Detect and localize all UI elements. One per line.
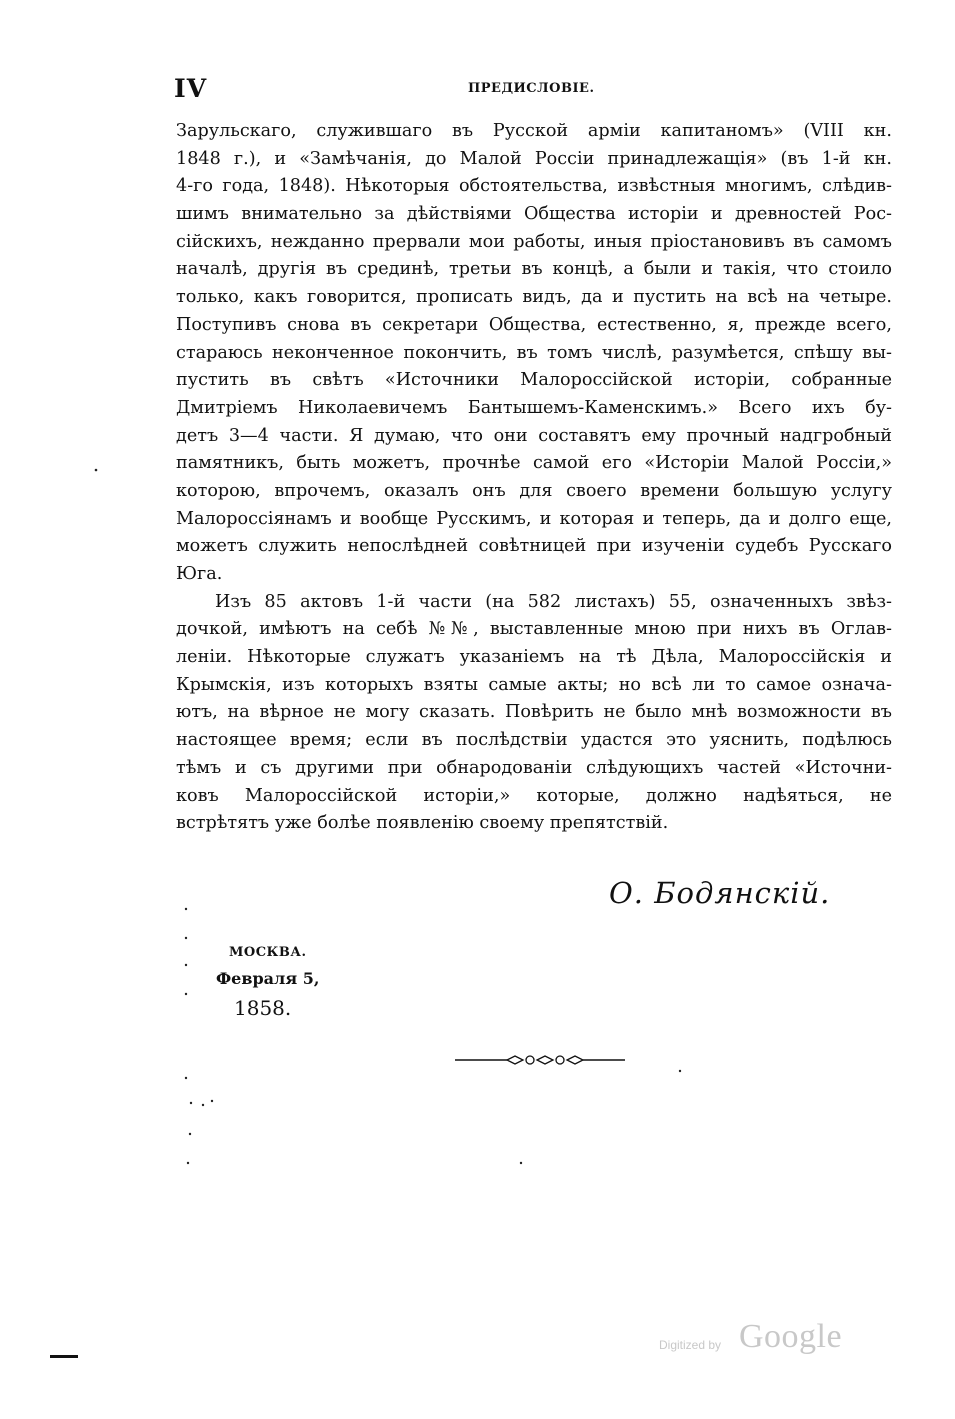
digitized-watermark [659, 1320, 859, 1360]
watermark-prefix: Digitized by [659, 1338, 722, 1352]
running-head: ПРЕДИСЛОВІЕ. [468, 81, 595, 96]
text-line: пустить въ свѣтъ «Источники Малороссійской исторіи, собранные [176, 370, 892, 391]
text-line: которою, впрочемъ, оказалъ онъ для своего времени большую услугу [176, 480, 892, 501]
text-line: Крымскія, изъ которыхъ взяты самые акты; но всѣ ли то самое означа- [176, 674, 892, 695]
margin-mark [50, 1355, 78, 1358]
text-line: памятникъ, быть можетъ, прочнѣе самой его «Исторіи Малой Россіи,» [176, 453, 892, 474]
dateline-place: МОСКВА. [229, 945, 307, 960]
watermark-brand: Google [739, 1318, 843, 1355]
text-line: Юга. [176, 564, 223, 584]
text-line: Зарульскаго, служившаго въ Русской арміи капитаномъ» (VIII кн. [176, 121, 892, 141]
text-line: началѣ, другія въ срединѣ, третьи въ концѣ, а были и такія, что стоило [176, 259, 892, 280]
text-line: только, какъ говорится, прописать видъ, да и пустить на всѣ на четыре. [176, 287, 892, 308]
text-line: стараюсь неконченное покончить, въ томъ числѣ, разумѣется, спѣшу вы- [176, 342, 892, 363]
text-line: Малороссіянамъ и вообще Русскимъ, и которая и теперь, да и долго еще, [176, 508, 892, 529]
text-line: ковъ Малороссійской исторіи,» которые, должно надѣяться, не [176, 785, 892, 806]
text-line: 4-го года, 1848). Нѣкоторыя обстоятельства, извѣстныя многимъ, слѣдив- [176, 176, 892, 197]
text-line: дочкой, имѣютъ на себѣ №№, выставленные мною при нихъ въ Оглав- [176, 619, 892, 640]
text-line: можетъ служить непослѣдней совѣтницей при изученіи судебъ Русскаго [176, 536, 892, 557]
text-line: тѣмъ и съ другими при обнародованіи слѣдующихъ частей «Источни- [176, 757, 892, 778]
text-line: леніи. Нѣкоторые служатъ указаніемъ на тѣ Дѣла, Малороссійскія и [176, 647, 892, 668]
dateline-year: 1858. [234, 996, 292, 1020]
text-line: настоящее время; если въ послѣдствіи удастся это уяснить, подѣлюсь [176, 730, 892, 751]
signature: О. Бодянскій. [609, 876, 831, 910]
text-line: Поступивъ снова въ секретари Общества, естественно, я, прежде всего, [176, 314, 892, 335]
text-line: детъ 3—4 части. Я думаю, что они составятъ ему прочный надгробный [176, 425, 892, 446]
text-line: Дмитріемъ Николаевичемъ Бантышемъ-Каменскимъ.» Всего ихъ бу- [176, 397, 892, 418]
text-line: ютъ, на вѣрное не могу сказать. Повѣрить не было мнѣ возможности въ [176, 702, 892, 723]
text-line: Изъ 85 актовъ 1-й части (на 582 листахъ) 55, означенныхъ звѣз- [215, 591, 892, 612]
text-line: 1848 г.), и «Замѣчанія, до Малой Россіи принадлежащія» (въ 1-й кн. [176, 148, 892, 169]
text-line: сійскихъ, нежданно прервали мои работы, иныя пріостановивъ въ самомъ [176, 231, 892, 252]
dateline-date: Февраля 5, [216, 969, 320, 988]
page-number: IV [174, 74, 208, 103]
text-line: встрѣтятъ уже болѣе появленію своему препятствій. [176, 813, 669, 834]
text-line: шимъ внимательно за дѣйствіями Общества исторіи и древностей Рос- [176, 204, 892, 225]
